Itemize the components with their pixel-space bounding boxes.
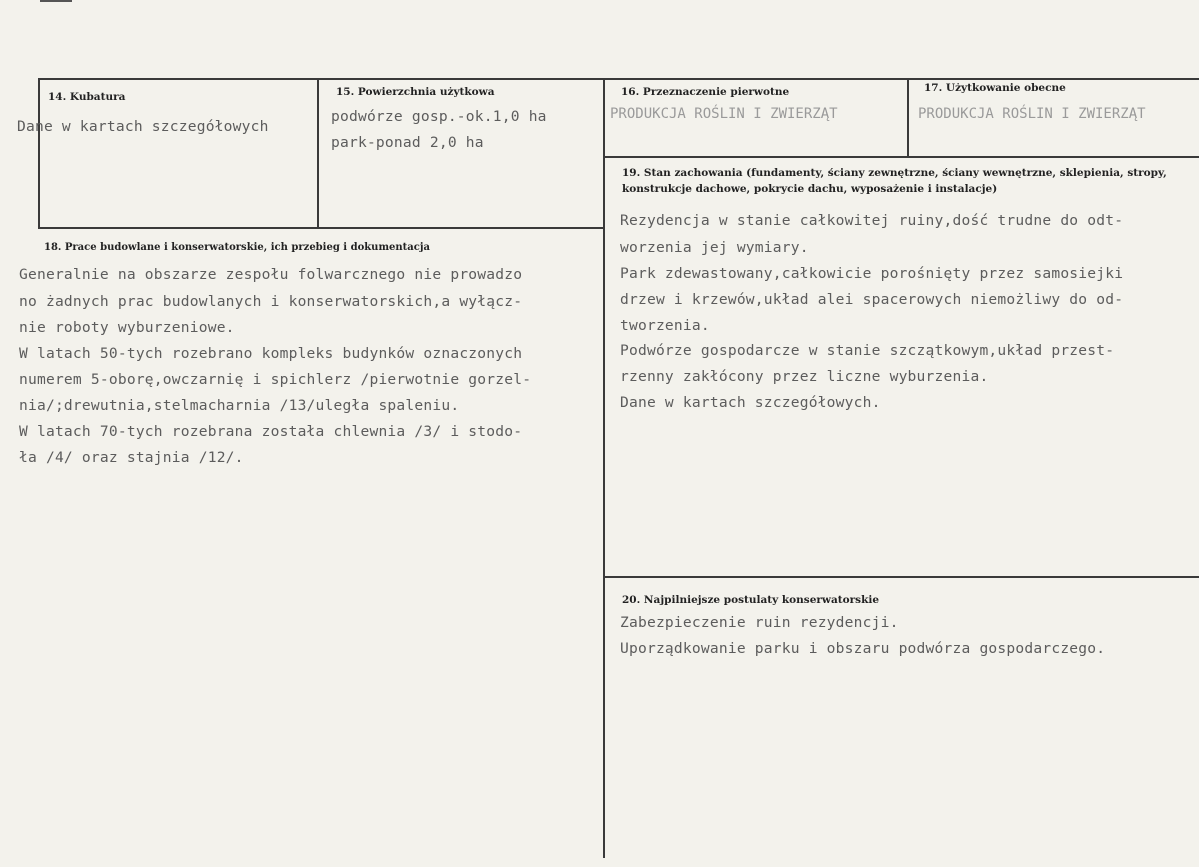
uzytkowanie-value: PRODUKCJA ROŚLIN I ZWIERZĄT	[918, 106, 1146, 122]
przeznaczenie-heading: 16. Przeznaczenie pierwotne	[621, 86, 790, 98]
przeznaczenie-value: PRODUKCJA ROŚLIN I ZWIERZĄT	[610, 106, 838, 122]
stan-line: Dane w kartach szczegółowych.	[620, 394, 881, 411]
rule-under-16-17	[603, 156, 1199, 158]
powierzchnia-line: park-ponad 2,0 ha	[331, 134, 484, 151]
prace-line: Generalnie na obszarze zespołu folwarcznego nie prowadzo	[19, 266, 523, 283]
divider-14-15	[317, 78, 319, 228]
stan-line: Park zdewastowany,całkowicie porośnięty przez samosiejki	[620, 265, 1124, 282]
corner-mark	[40, 0, 72, 2]
stan-line: Rezydencja w stanie całkowitej ruiny,dość trudne do odt-	[620, 212, 1124, 229]
rule-above-20	[603, 576, 1199, 578]
postulaty-line: Zabezpieczenie ruin rezydencji.	[620, 614, 899, 631]
kubatura-heading: 14. Kubatura	[48, 91, 126, 103]
prace-line: nie roboty wyburzeniowe.	[19, 319, 235, 336]
stan-line: rzenny zakłócony przez liczne wyburzenia.	[620, 368, 989, 385]
prace-line: numerem 5-oborę,owczarnię i spichlerz /pierwotnie gorzel-	[19, 371, 532, 388]
prace-line: W latach 50-tych rozebrano kompleks budynków oznaczonych	[19, 345, 523, 362]
prace-line: ła /4/ oraz stajnia /12/.	[19, 449, 244, 466]
postulaty-line: Uporządkowanie parku i obszaru podwórza gospodarczego.	[620, 640, 1106, 657]
kubatura-value: Dane w kartach szczegółowych	[17, 118, 269, 135]
powierzchnia-heading: 15. Powierzchnia użytkowa	[336, 86, 495, 98]
uzytkowanie-heading: 17. Użytkowanie obecne	[924, 82, 1066, 94]
prace-heading: 18. Prace budowlane i konserwatorskie, ich przebieg i dokumentacja	[44, 242, 430, 253]
stan-line: drzew i krzewów,układ alei spacerowych niemożliwy do od-	[620, 291, 1124, 308]
left-rule	[38, 78, 40, 228]
divider-16-17	[907, 78, 909, 158]
stan-heading: 19. Stan zachowania (fundamenty, ściany zewnętrzne, ściany wewnętrzne, sklepienia, stropy, konstrukcje dachowe, pokrycie dachu, wyposażenie i instalacje)	[622, 167, 1167, 195]
postulaty-heading: 20. Najpilniejsze postulaty konserwatorskie	[622, 594, 880, 606]
center-rule	[603, 78, 605, 858]
prace-line: W latach 70-tych rozebrana została chlewnia /3/ i stodo-	[19, 423, 523, 440]
powierzchnia-line: podwórze gosp.-ok.1,0 ha	[331, 108, 547, 125]
stan-line: worzenia jej wymiary.	[620, 239, 809, 256]
rule-under-14-15	[38, 227, 605, 229]
stan-line: tworzenia.	[620, 317, 710, 334]
prace-line: nia/;drewutnia,stelmacharnia /13/uległa spaleniu.	[19, 397, 460, 414]
prace-line: no żadnych prac budowlanych i konserwatorskich,a wyłącz-	[19, 293, 523, 310]
stan-line: Podwórze gospodarcze w stanie szczątkowym,układ przest-	[620, 342, 1115, 359]
